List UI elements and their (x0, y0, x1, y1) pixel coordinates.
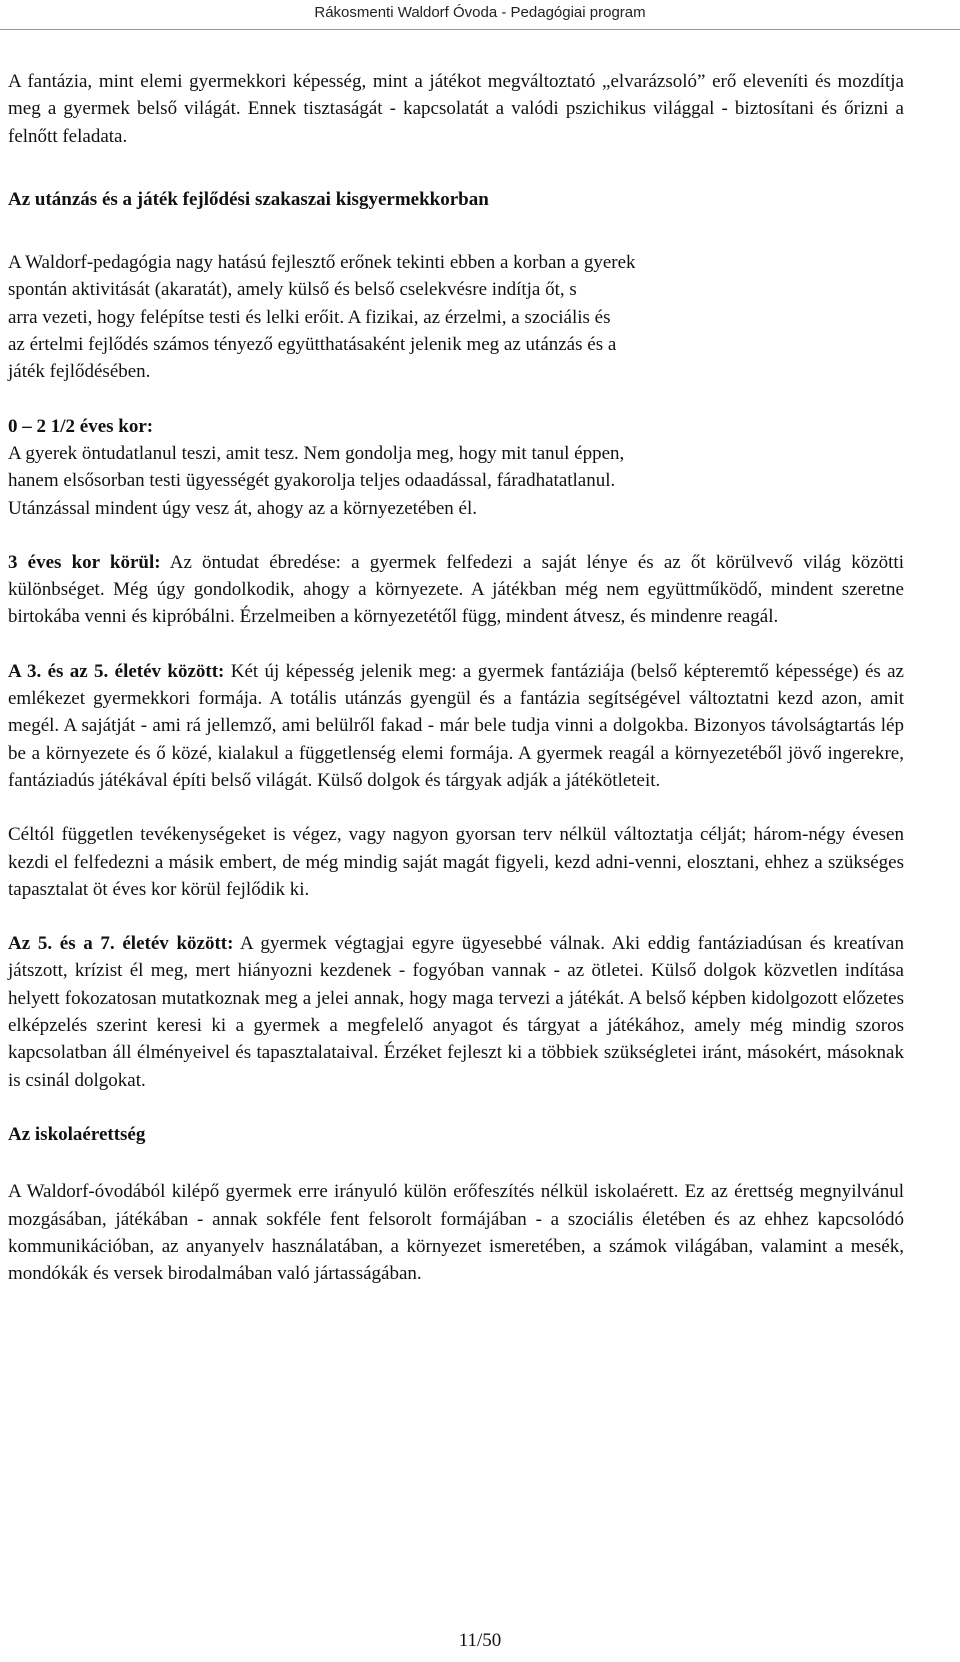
document-body (8, 68, 904, 1287)
stage-0-2-label: 0 – 2 1/2 éves kor: (8, 415, 154, 437)
page-number: 11/50 (458, 1630, 502, 1651)
section-heading-school-readiness: Az iskolaérettség (8, 1123, 146, 1145)
school-readiness-paragraph: A Waldorf-óvodából kilépő gyermek erre irányuló külön erőfeszítés nélkül iskolaérett. Ez az érettség megnyilvánul mozgásában, játékában - annak sokféle fent felsorolt formájában - a szociális életében és az ehhez kapcsolódó kommunikációban, az anyanyelv használatában, a környezet ismeretében, a számok világában, valamint a mesék, mondókák és versek birodalmában való jártasságában. (8, 1181, 904, 1285)
page-header (0, 0, 960, 30)
waldorf-paragraph: A Waldorf-pedagógia nagy hatású fejlesztő erőnek tekinti ebben a korban a gyerek spontán aktivitását (akaratát), amely külső és belső cselekvésre indítja őt, s arra vezeti, hogy felépítse testi és lelki erőit. A fizikai, az érzelmi, a szociális és az értelmi fejlődés számos tényező együtthatásaként jelenik meg az utánzás és a játék fejlődésében. (8, 252, 636, 383)
section-heading-imitation: Az utánzás és a játék fejlődési szakaszai kisgyermekkorban (8, 188, 489, 210)
stage-3-text: Az öntudat ébredése: a gyermek felfedezi a saját lénye és az őt körülvevő világ közötti különbséget. Még úgy gondolkodik, ahogy a környezete. A játékban még nem együttműködő, mindent szeretne birtokába venni és kipróbálni. Érzelmeiben a környezetétől függ, mindent átvesz, és mindenre reagál. (8, 551, 904, 628)
stage-0-2-block (8, 413, 904, 522)
stage-5-7-label: Az 5. és a 7. életév között: (8, 933, 234, 955)
stage-5-7-text: A gyermek végtagjai egyre ügyesebbé válnak. Aki eddig fantáziadúsan és kreatívan játszott, krízist él meg, mert hiányozni kezdenek - fogyóban vannak - az ötletei. Külső dolgok közvetlen indítása helyett fokozatosan mutatkoznak meg a jelei annak, hogy maga tervezi a játékát. A belső képben kidolgozott előzetes elképzelés szerint keresi ki a gyermek a megfelelő anyagot és tárgyat a játékához, amely még mindig szoros kapcsolatban áll élményeivel és tapasztalataival. Érzéket fejleszt ki a többiek szükségletei iránt, másokért, másoknak is csinál dolgokat. (8, 933, 904, 1091)
intro-paragraph: A fantázia, mint elemi gyermekkori képesség, mint a játékot megváltoztató „elvarázsoló” erő eleveníti és mozdítja meg a gyermek belső világát. Ennek tisztaságát - kapcsolatát a valódi pszichikus világgal - biztosítani és őrizni a felnőtt feladata. (8, 71, 904, 147)
header-title: Rákosmenti Waldorf Óvoda - Pedagógiai program (314, 4, 646, 21)
stage-5-7-paragraph (8, 930, 904, 1094)
stage-3-label: 3 éves kor körül: (8, 551, 161, 573)
stage-3-paragraph (8, 549, 904, 631)
stage-0-2-text: A gyerek öntudatlanul teszi, amit tesz. Nem gondolja meg, hogy mit tanul éppen, hanem elsősorban testi ügyességét gyakorolja teljes odaadással, fáradhatatlanul. Utánzással mindent úgy vesz át, ahogy az a környezetében él. (8, 442, 625, 519)
stage-3-5-extra-paragraph: Céltól független tevékenységeket is végez, vagy nagyon gyorsan terv nélkül változtatja célját; három-négy évesen kezdi el felfedezni a másik embert, de még mindig saját magát figyeli, kezd adni-venni, elosztani, ehhez a szükséges tapasztalat öt éves kor körül fejlődik ki. (8, 824, 904, 900)
stage-3-5-label: A 3. és az 5. életév között: (8, 660, 225, 682)
stage-3-5-text: Két új képesség jelenik meg: a gyermek fantáziája (belső képteremtő képessége) és az emlékezet gyermekkori formája. A totális utánzás gyengül és a fantázia segítségével változtatni kezd azon, amit megél. A sajátját - ami rá jellemző, ami belülről fakad - már bele tudja vinni a dolgokba. Bizonyos távolságtartás lép be a környezete és ő közé, kialakul a függetlenség elemi formája. A gyermek reagál a környezetéből jövő ingerekre, fantáziadús játékával építi belső világát. Külső dolgok és tárgyak adják a játékötleteit. (8, 660, 904, 791)
stage-3-5-paragraph (8, 658, 904, 794)
